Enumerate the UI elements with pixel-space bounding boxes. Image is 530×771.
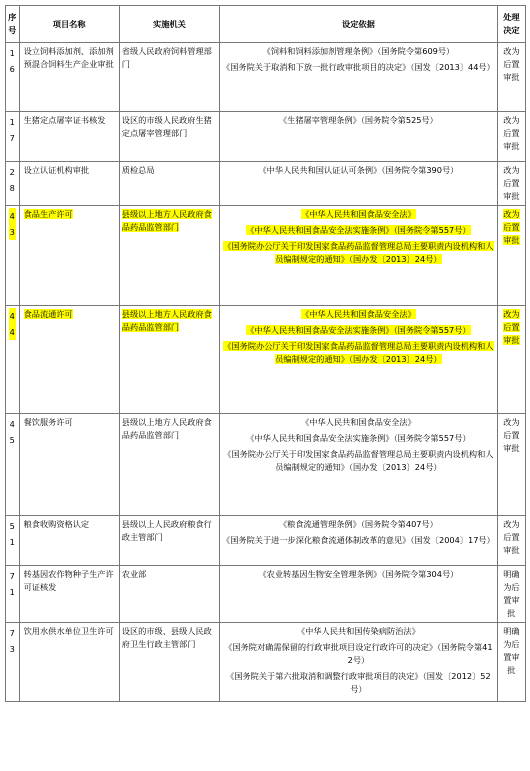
row-item-name <box>19 414 119 516</box>
basis-citation: 《国务院办公厅关于印发国家食品药品监督管理总局主要职责内设机构和人员编制规定的通知》（国办发〔2013〕24号） <box>223 449 494 472</box>
row-implementing-agency <box>119 306 219 414</box>
row-decision <box>497 162 525 206</box>
basis-citation: 《中华人民共和国食品安全法实施条例》（国务院令第557号） <box>246 325 471 335</box>
row-serial-number <box>6 112 20 162</box>
row-implementing-agency <box>119 566 219 623</box>
table-row <box>6 206 526 306</box>
decision-text: 改为后置审批 <box>503 209 520 245</box>
basis-citation: 《饲料和饲料添加剂管理条例》（国务院令第609号） <box>262 46 455 56</box>
row-serial-number <box>6 306 20 414</box>
basis-citation: 《粮食流通管理条例》（国务院令第407号） <box>278 519 438 529</box>
serial-number-text: 17 <box>9 117 15 143</box>
agency-text: 农业部 <box>121 569 147 579</box>
row-implementing-agency <box>119 623 219 702</box>
row-serial-number <box>6 566 20 623</box>
basis-citation: 《国务院关于第六批取消和调整行政审批项目的决定》（国发〔2012〕52号） <box>226 671 491 694</box>
row-legal-basis <box>220 112 498 162</box>
row-legal-basis <box>220 306 498 414</box>
agency-text: 县级以上人民政府粮食行政主管部门 <box>121 519 212 542</box>
row-implementing-agency <box>119 206 219 306</box>
table-row <box>6 43 526 112</box>
decision-text: 改为后置审批 <box>503 46 520 82</box>
row-legal-basis <box>220 414 498 516</box>
row-serial-number <box>6 162 20 206</box>
row-serial-number <box>6 516 20 566</box>
row-legal-basis <box>220 623 498 702</box>
row-item-name <box>19 306 119 414</box>
row-legal-basis <box>220 516 498 566</box>
row-decision <box>497 306 525 414</box>
row-item-name <box>19 43 119 112</box>
basis-citation: 《中华人民共和国认证认可条例》（国务院令第390号） <box>258 165 459 175</box>
row-implementing-agency <box>119 414 219 516</box>
basis-citation: 《中华人民共和国食品安全法》 <box>301 209 416 219</box>
serial-number-text: 43 <box>9 208 16 240</box>
agency-text: 县级以上地方人民政府食品药品监管部门 <box>121 417 212 440</box>
basis-citation: 《生猪屠宰管理条例》（国务院令第525号） <box>278 115 438 125</box>
header-serial-number: 序号 <box>6 6 20 43</box>
serial-number-text: 71 <box>9 571 15 597</box>
header-legal-basis: 设定依据 <box>220 6 498 43</box>
agency-text: 设区的市级人民政府生猪定点屠宰管理部门 <box>121 115 212 138</box>
basis-citation: 《中华人民共和国食品安全法实施条例》（国务院令第557号） <box>246 225 471 235</box>
serial-number-text: 73 <box>9 628 15 654</box>
basis-citation: 《中华人民共和国传染病防治法》 <box>296 626 420 636</box>
item-name-text: 饮用水供水单位卫生许可 <box>23 626 114 636</box>
row-decision <box>497 566 525 623</box>
decision-text: 改为后置审批 <box>503 165 520 201</box>
row-item-name <box>19 516 119 566</box>
header-decision: 处理决定 <box>497 6 525 43</box>
row-item-name <box>19 206 119 306</box>
header-item-name: 项目名称 <box>19 6 119 43</box>
decision-text: 改为后置审批 <box>503 417 520 453</box>
basis-citation: 《中华人民共和国食品安全法实施条例》（国务院令第557号） <box>246 433 471 443</box>
agency-text: 省级人民政府饲料管理部门 <box>121 46 212 69</box>
decision-text: 明确为后置审批 <box>503 569 520 618</box>
row-legal-basis <box>220 162 498 206</box>
table-row <box>6 414 526 516</box>
row-legal-basis <box>220 43 498 112</box>
serial-number-text: 51 <box>9 521 15 547</box>
row-decision <box>497 206 525 306</box>
row-legal-basis <box>220 566 498 623</box>
agency-text: 县级以上地方人民政府食品药品监管部门 <box>121 209 212 232</box>
decision-text: 改为后置审批 <box>503 519 520 555</box>
table-row <box>6 306 526 414</box>
row-item-name <box>19 112 119 162</box>
row-serial-number <box>6 623 20 702</box>
item-name-text: 餐饮服务许可 <box>23 417 73 427</box>
basis-citation: 《农业转基因生物安全管理条例》（国务院令第304号） <box>258 569 459 579</box>
serial-number-text: 28 <box>9 167 15 193</box>
table-header-row <box>6 6 526 43</box>
row-decision <box>497 414 525 516</box>
row-decision <box>497 43 525 112</box>
serial-number-text: 16 <box>9 48 15 74</box>
row-item-name <box>19 162 119 206</box>
item-name-text: 设立认证机构审批 <box>23 165 90 175</box>
item-name-text: 转基因农作物种子生产许可证核发 <box>23 569 114 592</box>
agency-text: 设区的市级、县级人民政府卫生行政主管部门 <box>121 626 212 649</box>
row-legal-basis <box>220 206 498 306</box>
row-serial-number <box>6 414 20 516</box>
item-name-text: 食品流通许可 <box>23 309 73 319</box>
row-item-name <box>19 623 119 702</box>
item-name-text: 粮食收购资格认定 <box>23 519 90 529</box>
basis-citation: 《国务院对确需保留的行政审批项目设定行政许可的决定》（国务院令第412号） <box>224 642 493 665</box>
approval-items-table-sheet <box>5 5 526 702</box>
row-decision <box>497 112 525 162</box>
basis-citation: 《国务院关于取消和下放一批行政审批项目的决定》（国发〔2013〕44号） <box>222 62 495 72</box>
basis-citation: 《国务院办公厅关于印发国家食品药品监督管理总局主要职责内设机构和人员编制规定的通知》（国办发〔2013〕24号） <box>223 341 494 364</box>
row-serial-number <box>6 206 20 306</box>
row-implementing-agency <box>119 516 219 566</box>
row-decision <box>497 516 525 566</box>
table-row <box>6 566 526 623</box>
serial-number-text: 45 <box>9 419 15 445</box>
basis-citation: 《国务院关于进一步深化粮食流通体制改革的意见》（国发〔2004〕17号） <box>222 535 495 545</box>
row-implementing-agency <box>119 162 219 206</box>
table-row <box>6 623 526 702</box>
decision-text: 改为后置审批 <box>503 309 520 345</box>
row-implementing-agency <box>119 112 219 162</box>
row-decision <box>497 623 525 702</box>
table-row <box>6 516 526 566</box>
item-name-text: 设立饲料添加剂、添加剂预混合饲料生产企业审批 <box>23 46 114 69</box>
basis-citation: 《中华人民共和国食品安全法》 <box>301 417 416 427</box>
agency-text: 质检总局 <box>121 165 155 175</box>
row-implementing-agency <box>119 43 219 112</box>
item-name-text: 食品生产许可 <box>23 209 73 219</box>
table-row <box>6 162 526 206</box>
header-implementing-agency: 实施机关 <box>119 6 219 43</box>
basis-citation: 《国务院办公厅关于印发国家食品药品监督管理总局主要职责内设机构和人员编制规定的通知》（国办发〔2013〕24号） <box>223 241 494 264</box>
table-row <box>6 112 526 162</box>
item-name-text: 生猪定点屠宰证书核发 <box>23 115 106 125</box>
decision-text: 明确为后置审批 <box>503 626 520 675</box>
approval-items-table <box>5 5 526 702</box>
agency-text: 县级以上地方人民政府食品药品监管部门 <box>121 309 212 332</box>
serial-number-text: 44 <box>9 308 16 340</box>
row-item-name <box>19 566 119 623</box>
basis-citation: 《中华人民共和国食品安全法》 <box>301 309 416 319</box>
row-serial-number <box>6 43 20 112</box>
decision-text: 改为后置审批 <box>503 115 520 151</box>
